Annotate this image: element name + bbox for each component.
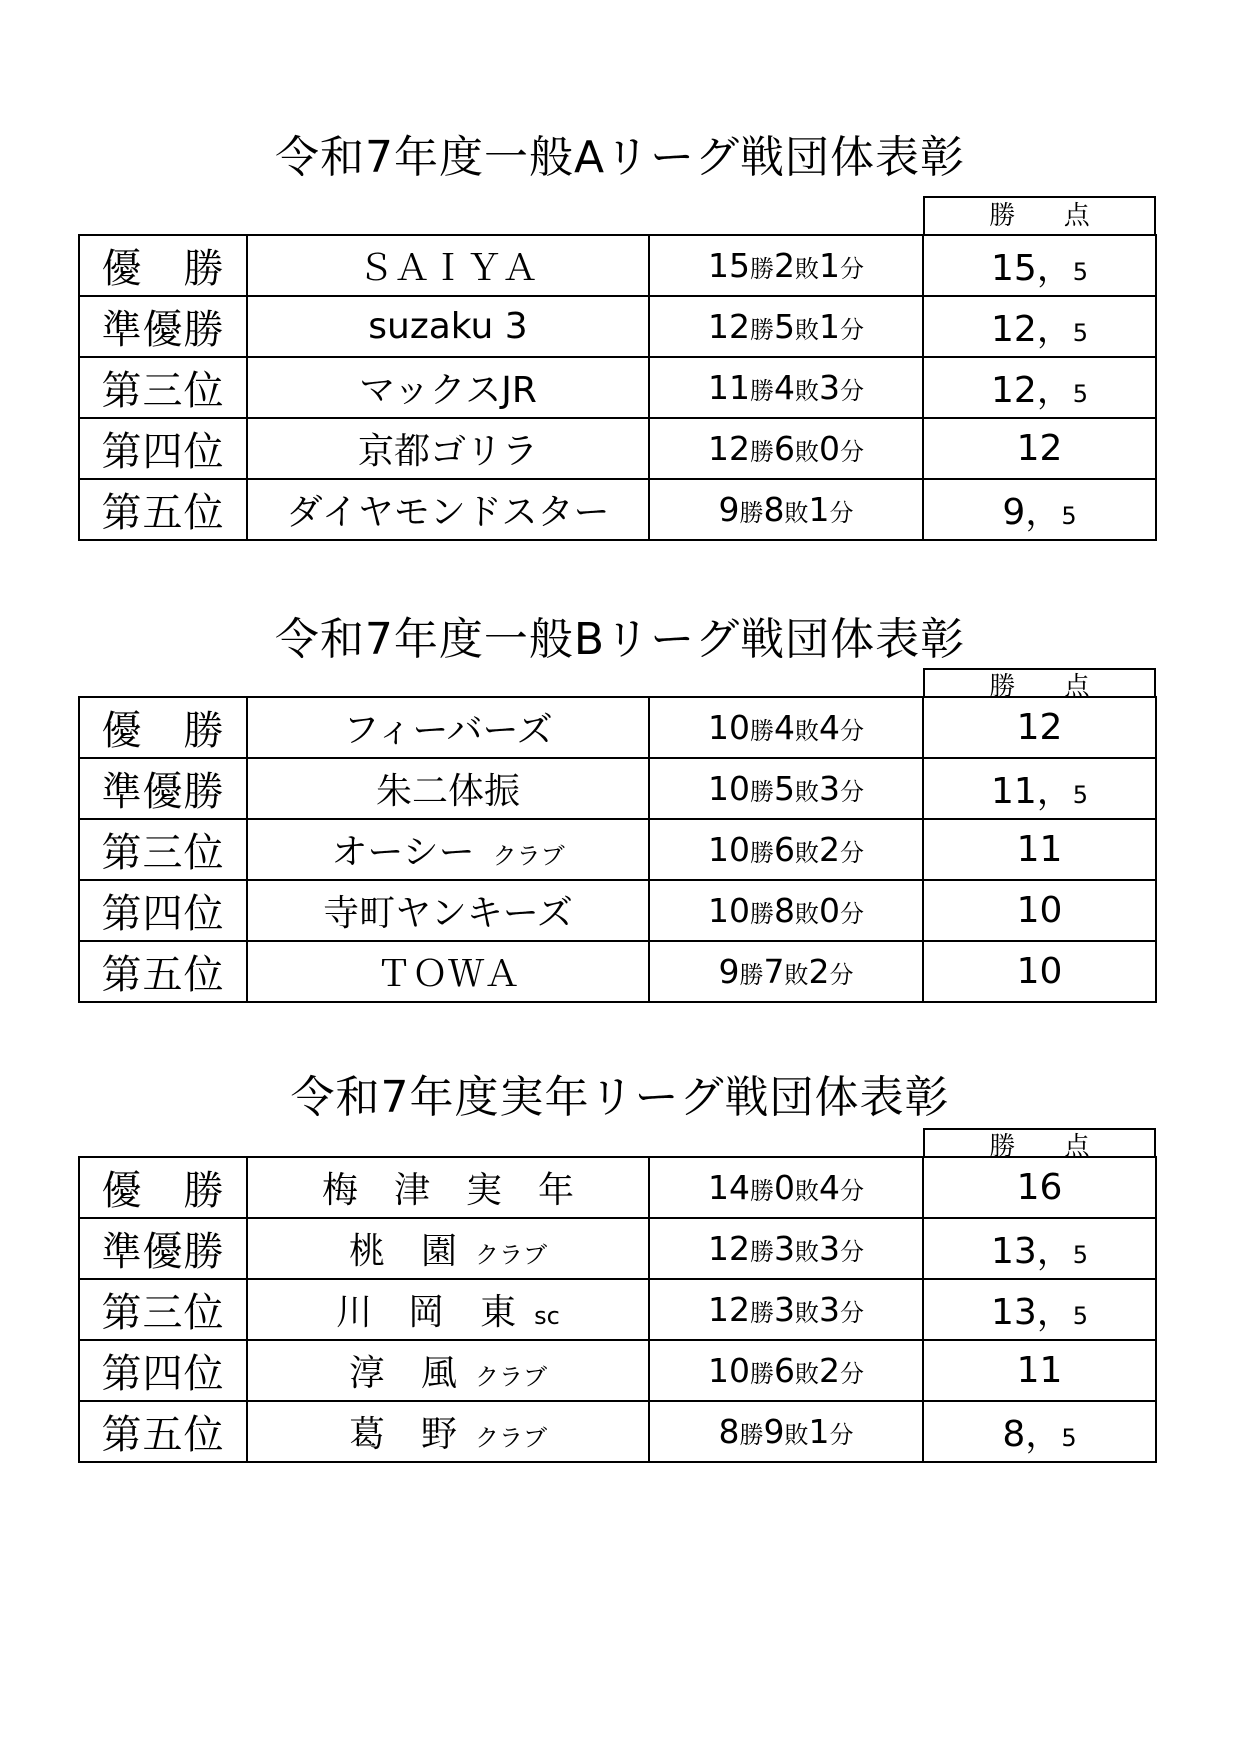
section-title-c: 令和7年度実年リーグ戦団体表彰 (290, 1072, 950, 1123)
record-unit: 勝 (750, 778, 774, 806)
points-header-points: 点 (1063, 1132, 1090, 1162)
record-unit: 勝 (750, 1177, 774, 1205)
record-cell (649, 479, 923, 540)
record-unit: 敗 (784, 961, 809, 989)
record-unit: 勝 (750, 316, 774, 344)
record-unit: 分 (840, 255, 864, 283)
record-unit: 勝 (739, 1421, 764, 1449)
points-header-win: 勝 (989, 672, 1016, 702)
rank-cell: 準優勝 (79, 758, 247, 819)
team-name: ＴＯＷＡ (375, 954, 520, 995)
team-name: suzaku 3 (368, 306, 528, 347)
points-header-c (923, 1128, 1156, 1162)
points-cell: 10 (923, 941, 1156, 1002)
rank-cell: 第五位 (79, 1401, 247, 1462)
points-integer: 15， (990, 248, 1073, 289)
record-unit: 分 (829, 1421, 854, 1449)
rank-cell: 第四位 (79, 418, 247, 479)
points-integer: 9， (1002, 492, 1062, 533)
record-unit: 分 (840, 1360, 864, 1388)
record-unit: 勝 (750, 1360, 774, 1388)
record-number: 3 (819, 1290, 840, 1329)
record-unit: 勝 (750, 377, 774, 405)
rank-cell: 優 勝 (79, 235, 247, 296)
table-row (79, 1401, 1156, 1462)
record-number: 3 (819, 769, 840, 808)
record-unit: 勝 (750, 1299, 774, 1327)
record-number: 3 (819, 1229, 840, 1268)
record-unit: 分 (840, 1238, 864, 1266)
standings-table-c (78, 1156, 1157, 1463)
record-number: 4 (774, 368, 795, 407)
record-number: 6 (774, 1351, 795, 1390)
team-name: 川 岡 東 (336, 1292, 517, 1333)
record-unit: 分 (840, 316, 864, 344)
points-fraction: 5 (1072, 258, 1089, 286)
record-unit: 敗 (795, 255, 819, 283)
points-cell (923, 1218, 1156, 1279)
record-number: 15 (708, 246, 750, 285)
record-number: 12 (708, 307, 750, 346)
table-row (79, 1279, 1156, 1340)
record-unit: 勝 (750, 900, 774, 928)
record-unit: 分 (840, 377, 864, 405)
record-number: 10 (708, 1351, 750, 1390)
team-suffix: クラブ (475, 1241, 547, 1269)
record-number: 10 (708, 891, 750, 930)
points-header-b (923, 668, 1156, 702)
team-cell (247, 479, 649, 540)
team-name: 淳 風 (348, 1353, 457, 1394)
team-cell (247, 1279, 649, 1340)
points-cell: 11 (923, 819, 1156, 880)
record-unit: 分 (840, 1299, 864, 1327)
record-cell (649, 418, 923, 479)
points-cell (923, 479, 1156, 540)
record-number: 9 (763, 1412, 785, 1451)
record-unit: 敗 (795, 900, 819, 928)
team-name: 桃 園 (348, 1231, 457, 1272)
rank-cell: 優 勝 (79, 697, 247, 758)
record-cell (649, 1340, 923, 1401)
record-unit: 敗 (795, 839, 819, 867)
table-row (79, 235, 1156, 296)
record-number: 3 (774, 1229, 795, 1268)
team-cell (247, 1401, 649, 1462)
record-unit: 分 (840, 438, 864, 466)
rank-cell: 第三位 (79, 1279, 247, 1340)
points-integer: 11， (990, 771, 1073, 812)
record-unit: 勝 (750, 839, 774, 867)
record-number: 12 (708, 429, 750, 468)
record-unit: 勝 (739, 961, 764, 989)
record-unit: 敗 (795, 1238, 819, 1266)
record-number: 14 (708, 1168, 750, 1207)
points-integer: 8， (1002, 1414, 1062, 1455)
table-row (79, 296, 1156, 357)
team-name: オーシー (331, 832, 475, 873)
record-unit: 敗 (795, 1177, 819, 1205)
table-row (79, 357, 1156, 418)
record-unit: 敗 (784, 1421, 809, 1449)
team-cell (247, 418, 649, 479)
record-unit: 敗 (795, 316, 819, 344)
record-number: 1 (808, 1412, 830, 1451)
record-number: 0 (819, 891, 840, 930)
team-name: 寺町ヤンキーズ (323, 893, 573, 934)
table-row (79, 758, 1156, 819)
points-header-points: 点 (1063, 201, 1090, 231)
points-cell (923, 758, 1156, 819)
points-cell (923, 357, 1156, 418)
record-unit: 勝 (750, 255, 774, 283)
rank-cell: 第三位 (79, 357, 247, 418)
points-cell (923, 296, 1156, 357)
record-cell (649, 235, 923, 296)
record-cell (649, 880, 923, 941)
record-unit: 勝 (739, 499, 764, 527)
team-name: 葛 野 (348, 1414, 457, 1455)
record-unit: 分 (840, 900, 864, 928)
record-number: 1 (808, 490, 830, 529)
record-number: 12 (708, 1290, 750, 1329)
team-suffix: クラブ (492, 842, 565, 870)
record-number: 1 (819, 307, 840, 346)
record-cell (649, 697, 923, 758)
record-cell (649, 819, 923, 880)
team-suffix: sc (534, 1302, 560, 1330)
record-number: 10 (708, 769, 750, 808)
points-cell: 16 (923, 1157, 1156, 1218)
team-cell (247, 1157, 649, 1218)
record-unit: 敗 (795, 438, 819, 466)
record-number: 11 (708, 368, 750, 407)
points-fraction: 5 (1072, 781, 1089, 809)
record-number: 2 (819, 1351, 840, 1390)
team-cell (247, 357, 649, 418)
record-unit: 敗 (784, 499, 809, 527)
points-integer: 12， (990, 309, 1073, 350)
record-number: 3 (819, 368, 840, 407)
team-name: 朱二体振 (375, 771, 520, 812)
team-name: 梅 津 実 年 (321, 1170, 574, 1211)
record-number: 6 (774, 429, 795, 468)
rank-cell: 第四位 (79, 880, 247, 941)
points-header-win: 勝 (989, 201, 1016, 231)
record-number: 10 (708, 708, 750, 747)
record-unit: 敗 (795, 717, 819, 745)
record-number: 4 (819, 1168, 840, 1207)
table-row (79, 418, 1156, 479)
team-cell (247, 235, 649, 296)
points-cell (923, 1279, 1156, 1340)
record-unit: 敗 (795, 1360, 819, 1388)
record-cell (649, 357, 923, 418)
team-name: フィーバーズ (343, 710, 553, 751)
standings-table-a (78, 234, 1157, 541)
record-number: 2 (774, 246, 795, 285)
record-number: 9 (718, 490, 740, 529)
record-cell (649, 941, 923, 1002)
points-cell: 10 (923, 880, 1156, 941)
points-integer: 13， (990, 1231, 1073, 1272)
team-cell (247, 941, 649, 1002)
record-number: 8 (774, 891, 795, 930)
points-header-a (923, 196, 1156, 234)
record-cell (649, 1401, 923, 1462)
team-suffix: クラブ (475, 1424, 547, 1452)
record-number: 7 (763, 952, 785, 991)
points-cell: 12 (923, 418, 1156, 479)
record-number: 2 (819, 830, 840, 869)
points-integer: 12， (990, 370, 1073, 411)
team-cell (247, 758, 649, 819)
record-number: 5 (774, 769, 795, 808)
record-number: 0 (774, 1168, 795, 1207)
points-fraction: 5 (1061, 1424, 1077, 1452)
record-cell (649, 1279, 923, 1340)
record-number: 12 (708, 1229, 750, 1268)
points-header-win: 勝 (989, 1132, 1016, 1162)
points-fraction: 5 (1072, 1302, 1089, 1330)
record-number: 6 (774, 830, 795, 869)
table-row (79, 479, 1156, 540)
record-number: 5 (774, 307, 795, 346)
team-cell (247, 819, 649, 880)
rank-cell: 第五位 (79, 479, 247, 540)
table-row (79, 880, 1156, 941)
points-fraction: 5 (1072, 319, 1089, 347)
standings-table-b (78, 696, 1157, 1003)
record-cell (649, 758, 923, 819)
team-cell (247, 880, 649, 941)
section-title-a: 令和7年度一般Aリーグ戦団体表彰 (274, 132, 966, 183)
record-unit: 分 (829, 961, 854, 989)
team-cell (247, 1340, 649, 1401)
rank-cell: 第四位 (79, 1340, 247, 1401)
rank-cell: 第五位 (79, 941, 247, 1002)
record-unit: 敗 (795, 1299, 819, 1327)
table-row (79, 819, 1156, 880)
record-number: 1 (819, 246, 840, 285)
record-unit: 分 (829, 499, 854, 527)
record-unit: 分 (840, 839, 864, 867)
record-number: 10 (708, 830, 750, 869)
team-name: ＳＡＩＹＡ (357, 248, 538, 289)
record-unit: 勝 (750, 438, 774, 466)
table-row (79, 1340, 1156, 1401)
table-row (79, 1157, 1156, 1218)
table-row (79, 941, 1156, 1002)
record-number: 9 (718, 952, 740, 991)
points-fraction: 5 (1072, 1241, 1089, 1269)
table-row (79, 697, 1156, 758)
team-cell (247, 697, 649, 758)
team-name: マックスJR (359, 370, 537, 411)
record-unit: 分 (840, 1177, 864, 1205)
record-number: 2 (808, 952, 830, 991)
points-integer: 13， (990, 1292, 1073, 1333)
team-suffix: クラブ (475, 1363, 547, 1391)
record-cell (649, 296, 923, 357)
points-header-points: 点 (1063, 672, 1090, 702)
record-unit: 分 (840, 778, 864, 806)
points-cell (923, 235, 1156, 296)
record-number: 8 (763, 490, 785, 529)
record-number: 0 (819, 429, 840, 468)
team-name: ダイヤモンドスター (286, 492, 610, 533)
record-number: 4 (819, 708, 840, 747)
record-number: 3 (774, 1290, 795, 1329)
record-cell (649, 1218, 923, 1279)
points-fraction: 5 (1061, 502, 1077, 530)
record-number: 8 (718, 1412, 740, 1451)
rank-cell: 準優勝 (79, 296, 247, 357)
rank-cell: 優 勝 (79, 1157, 247, 1218)
section-title-b: 令和7年度一般Bリーグ戦団体表彰 (274, 614, 966, 665)
record-unit: 敗 (795, 377, 819, 405)
record-unit: 分 (840, 717, 864, 745)
rank-cell: 第三位 (79, 819, 247, 880)
record-cell (649, 1157, 923, 1218)
record-number: 4 (774, 708, 795, 747)
team-name: 京都ゴリラ (357, 431, 538, 472)
points-cell (923, 1401, 1156, 1462)
points-fraction: 5 (1072, 380, 1089, 408)
rank-cell: 準優勝 (79, 1218, 247, 1279)
team-cell (247, 1218, 649, 1279)
points-cell: 12 (923, 697, 1156, 758)
record-unit: 勝 (750, 1238, 774, 1266)
record-unit: 敗 (795, 778, 819, 806)
table-row (79, 1218, 1156, 1279)
record-unit: 勝 (750, 717, 774, 745)
points-cell: 11 (923, 1340, 1156, 1401)
team-cell (247, 296, 649, 357)
